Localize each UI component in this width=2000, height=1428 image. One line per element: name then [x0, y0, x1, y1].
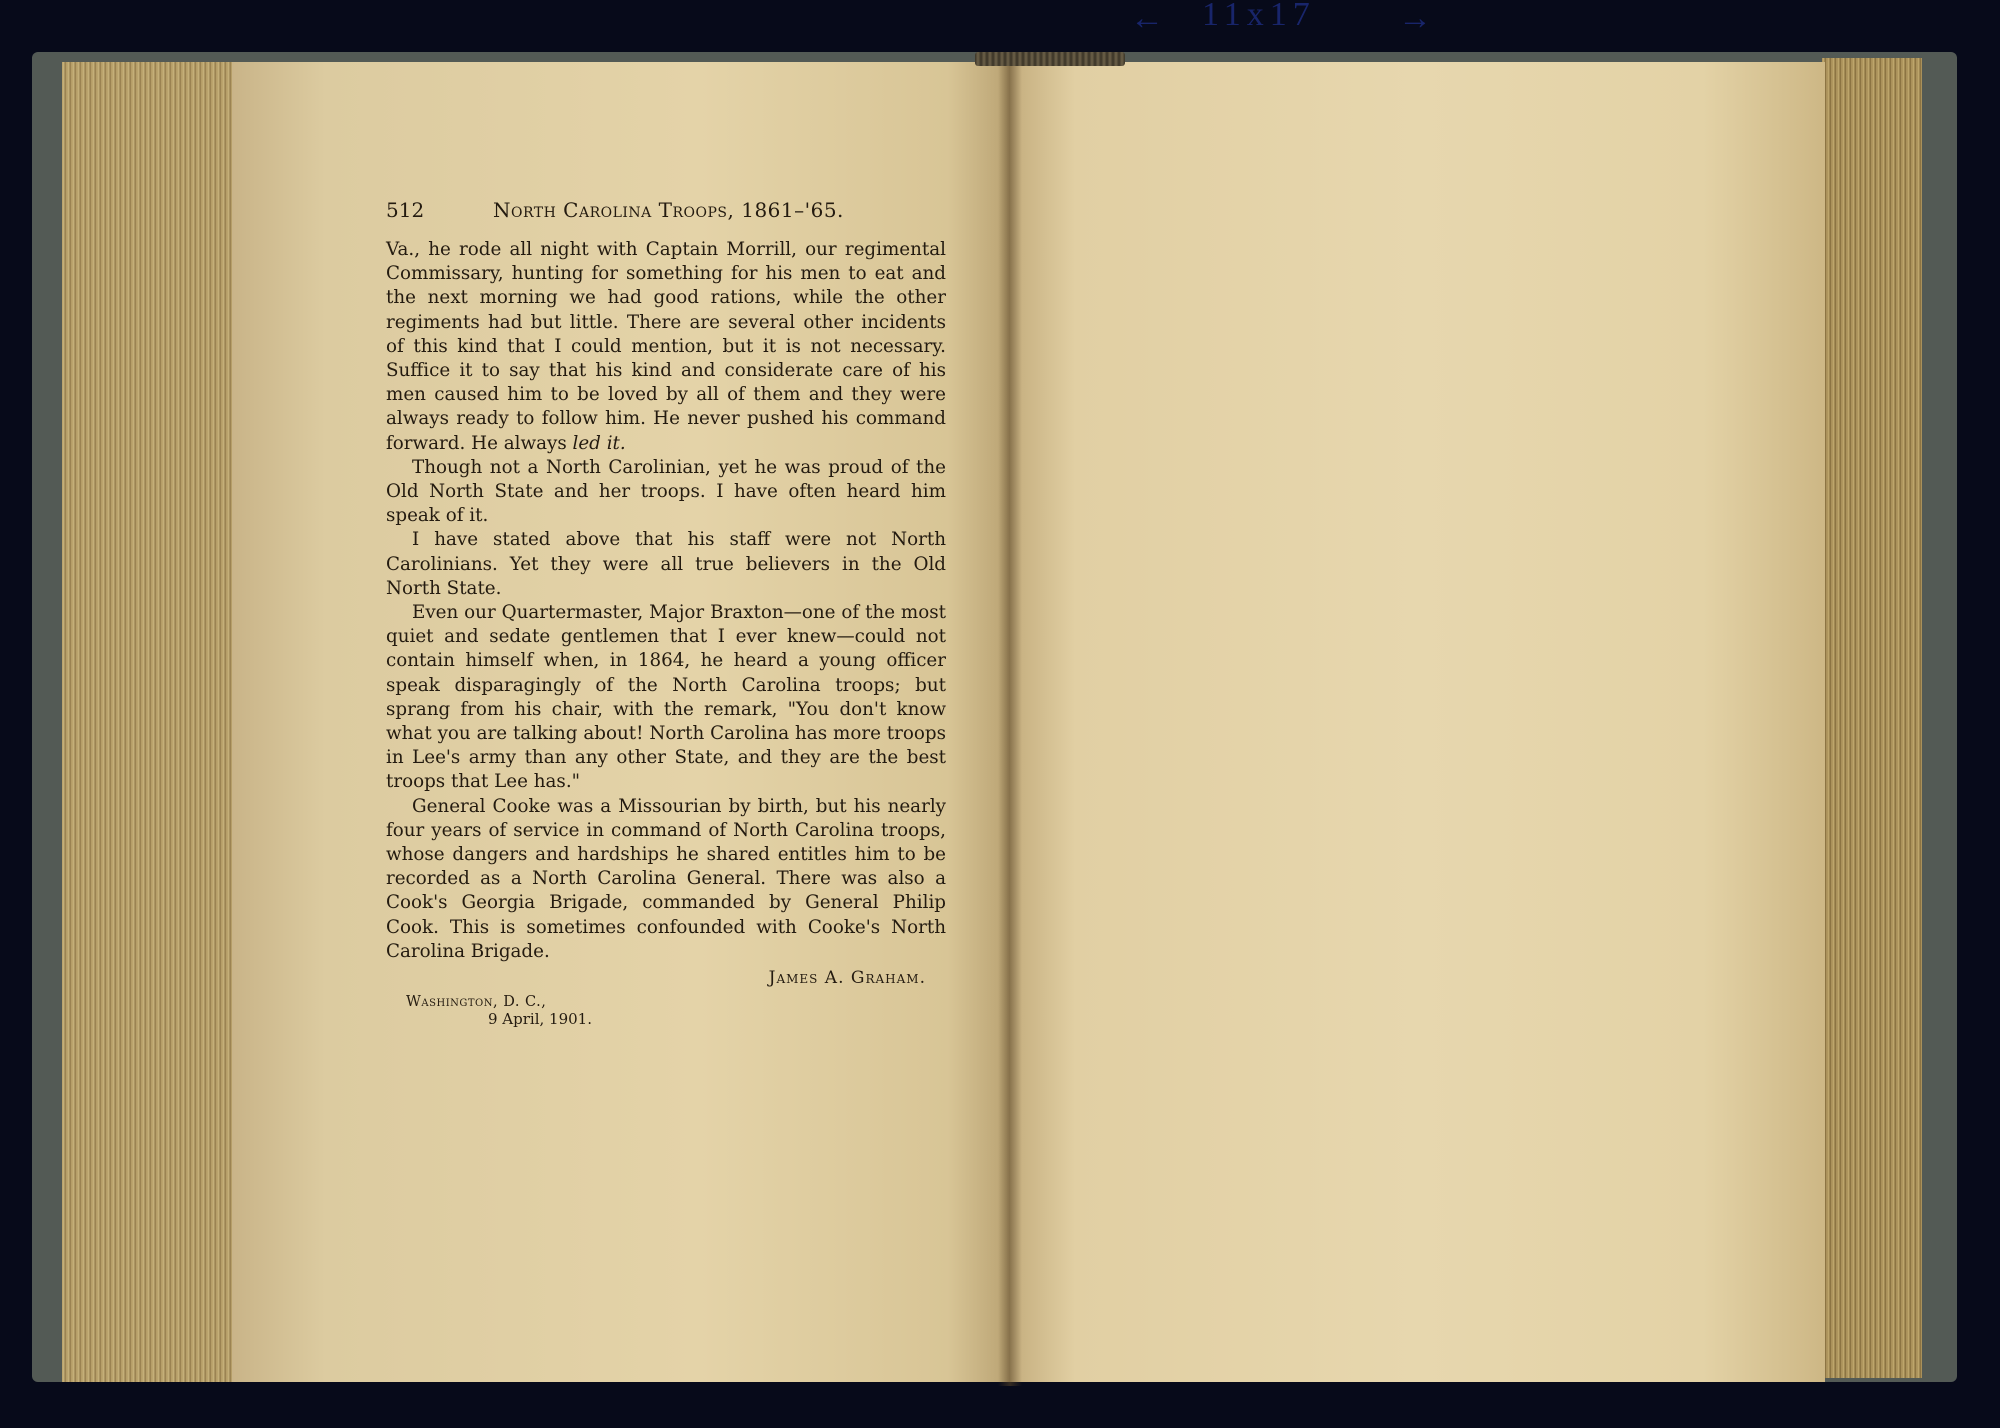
left-page-content: [386, 190, 946, 1028]
paragraph-1-text: Va., he rode all night with Captain Morrill, our regimental Commissary, hunting for something for his men to eat and the next morning we had good rations, while the other regiments had but little. There are several other incidents of this kind that I could mention, but it is not necessary. Suffice it to say that his kind and considerate care of his men caused him to be loved by all of them and they were always ready to follow him. He never pushed his command forward. He always: [386, 239, 946, 454]
arrow-right-icon: →: [1398, 0, 1438, 37]
paragraph-2: Though not a North Carolinian, yet he was proud of the Old North State and her troops. I have often heard him speak of it.: [386, 456, 946, 527]
paragraph-3: I have stated above that his staff were not North Carolinians. Yet they were all true believers in the Old North State.: [386, 529, 946, 599]
date-line: 9 April, 1901.: [488, 1010, 592, 1029]
catalog-tag-text: 11x17: [1202, 0, 1316, 33]
arrow-left-icon: ←: [1130, 0, 1170, 37]
catalog-tag: [1130, 0, 1450, 46]
body-text: [386, 238, 946, 964]
page-number: 512: [386, 198, 425, 222]
paragraph-5: General Cooke was a Missourian by birth, but his nearly four years of service in command of North Carolina troops, whose dangers and hardships he shared entitles him to be recorded as a North Carolina General. There was also a Cook's Georgia Brigade, commanded by General Philip Cook. This is sometimes confounded with Cooke's North Carolina Brigade.: [386, 795, 946, 962]
running-head: [386, 190, 946, 230]
book-gutter: [998, 56, 1022, 1386]
paragraph-4: Even our Quartermaster, Major Braxton—one of the most quiet and sedate gentlemen that I ever knew—could not contain himself when, in 1864, he heard a young officer speak disparagingly of the North Carolina troops; but sprang from his chair, with the remark, "You don't know what you are talking about! North Carolina has more troops in Lee's army than any other State, and they are the best troops that Lee has.": [386, 602, 946, 793]
place-line: Washington, D. C.,: [406, 994, 547, 1011]
running-title: North Carolina Troops, 1861–'65.: [493, 198, 844, 222]
spine-binding: [975, 52, 1125, 66]
paragraph-1-italic: led it.: [572, 432, 626, 454]
page-edges-left: [62, 62, 237, 1382]
paragraph-1: [386, 238, 946, 456]
right-page-blank: [1010, 62, 1825, 1382]
signature: James A. Graham.: [768, 968, 926, 989]
page-edges-right: [1822, 58, 1922, 1378]
